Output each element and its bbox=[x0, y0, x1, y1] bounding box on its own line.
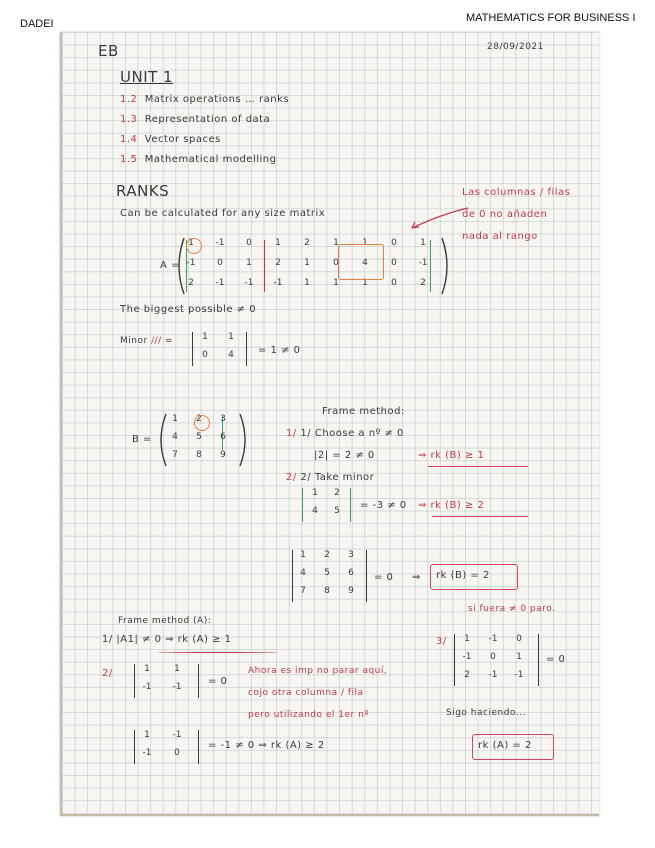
column-marker bbox=[264, 240, 265, 292]
minor-matrix bbox=[192, 330, 248, 368]
matrix-cell: 1 bbox=[362, 238, 368, 248]
det-bar bbox=[538, 634, 539, 686]
matrix-cell: 2 bbox=[464, 670, 470, 680]
a-minor-eq: = -1 ≠ 0 ⇒ rk (A) ≥ 2 bbox=[208, 740, 325, 751]
det-bar bbox=[134, 664, 135, 698]
rk-a-result: rk (A) = 2 bbox=[478, 740, 532, 751]
det-3-result: rk (B) = 2 bbox=[436, 570, 490, 581]
notebook-page bbox=[60, 32, 599, 816]
det-bar bbox=[134, 730, 135, 764]
initials: EB bbox=[98, 42, 119, 60]
frame-a-title: Frame method (A): bbox=[118, 616, 212, 626]
matrix-cell: 1 bbox=[144, 730, 150, 740]
det-bar bbox=[292, 550, 293, 602]
matrix-cell: -1 bbox=[488, 634, 498, 644]
matrix-cell: 1 bbox=[174, 664, 180, 674]
underline bbox=[428, 466, 528, 467]
biggest-text: The biggest possible ≠ 0 bbox=[120, 304, 257, 315]
matrix-cell: 3 bbox=[348, 550, 354, 560]
matrix-cell: -1 bbox=[488, 670, 498, 680]
matrix-cell: 2 bbox=[420, 278, 426, 288]
implies: ⇒ bbox=[412, 572, 421, 583]
a-note-line: Ahora es imp no parar aquí, bbox=[248, 666, 388, 676]
highlight-box bbox=[338, 244, 384, 280]
matrix-b-label: B = bbox=[132, 434, 152, 445]
matrix-cell: 4 bbox=[228, 350, 234, 360]
det-3x3 bbox=[292, 548, 368, 604]
matrix-cell: -1 bbox=[172, 730, 182, 740]
date: 28/09/2021 bbox=[487, 42, 544, 52]
side-note-line: nada al rango bbox=[462, 231, 538, 242]
matrix-cell: -1 bbox=[142, 748, 152, 758]
matrix-cell: 1 bbox=[333, 238, 339, 248]
matrix-cell: 8 bbox=[196, 450, 202, 460]
matrix-cell: 1 bbox=[516, 652, 522, 662]
matrix-cell: 1 bbox=[333, 278, 339, 288]
step-1-result: ⇒ rk (B) ≥ 1 bbox=[418, 450, 485, 461]
column-marker bbox=[430, 240, 431, 292]
highlight-circle bbox=[186, 238, 202, 254]
a-step-2-minor bbox=[134, 662, 200, 700]
matrix-cell: 9 bbox=[220, 450, 226, 460]
left-paren bbox=[158, 412, 168, 468]
matrix-cell: 1 bbox=[144, 664, 150, 674]
step-2-eq: = -3 ≠ 0 bbox=[360, 500, 407, 511]
matrix-cell: 5 bbox=[196, 432, 202, 442]
matrix-cell: 6 bbox=[348, 568, 354, 578]
topic-item: 1.4 Vector spaces bbox=[120, 134, 221, 145]
matrix-cell: -1 bbox=[273, 278, 283, 288]
unit-title: UNIT 1 bbox=[120, 68, 174, 86]
matrix-cell: 4 bbox=[312, 506, 318, 516]
ranks-title: RANKS bbox=[116, 182, 170, 200]
matrix-cell: 1 bbox=[464, 634, 470, 644]
matrix-cell: 1 bbox=[202, 332, 208, 342]
step-2: 2/ 2/ Take minor bbox=[286, 472, 375, 483]
matrix-cell: -1 bbox=[514, 670, 524, 680]
matrix-cell: 0 bbox=[391, 258, 397, 268]
topic-item: 1.5 Mathematical modelling bbox=[120, 154, 277, 165]
matrix-cell: 2 bbox=[334, 488, 340, 498]
matrix-cell: 1 bbox=[420, 238, 426, 248]
a-step-3-eq: = 0 bbox=[546, 654, 566, 665]
side-note-line: Las columnas / filas bbox=[462, 187, 571, 198]
det-bar bbox=[246, 332, 247, 366]
matrix-cell: 5 bbox=[324, 568, 330, 578]
det-bar bbox=[192, 332, 193, 366]
matrix-cell: 0 bbox=[333, 258, 339, 268]
matrix-cell: 7 bbox=[300, 586, 306, 596]
a-minor bbox=[134, 728, 200, 766]
si-fuera-note: si fuera ≠ 0 paro. bbox=[468, 604, 556, 614]
matrix-cell: 4 bbox=[172, 432, 178, 442]
matrix-cell: 1 bbox=[362, 278, 368, 288]
a-step-3-label: 3/ bbox=[436, 636, 447, 647]
matrix-cell: 2 bbox=[324, 550, 330, 560]
matrix-cell: 1 bbox=[312, 488, 318, 498]
matrix-cell: 5 bbox=[334, 506, 340, 516]
det-bar bbox=[198, 730, 199, 764]
minor-label: Minor /// = bbox=[120, 336, 174, 346]
det-bar bbox=[198, 664, 199, 698]
step-2-result: ⇒ rk (B) ≥ 2 bbox=[418, 500, 485, 511]
matrix-cell: 1 bbox=[188, 238, 194, 248]
matrix-cell: 1 bbox=[275, 238, 281, 248]
matrix-a bbox=[180, 236, 442, 296]
matrix-cell: 1 bbox=[304, 278, 310, 288]
matrix-cell: 0 bbox=[391, 238, 397, 248]
a-step-2-label: 2/ bbox=[102, 668, 113, 679]
minor-result: = 1 ≠ 0 bbox=[258, 345, 301, 356]
ranks-intro: Can be calculated for any size matrix bbox=[120, 208, 326, 219]
side-note-line: de 0 no añaden bbox=[462, 209, 548, 220]
underline bbox=[432, 516, 528, 517]
matrix-a-label: A = bbox=[160, 260, 180, 271]
a-step-2-eq: = 0 bbox=[208, 676, 228, 687]
topic-item: 1.2 Matrix operations … ranks bbox=[120, 94, 290, 105]
matrix-cell: 4 bbox=[300, 568, 306, 578]
right-paren bbox=[440, 236, 450, 296]
a-step-3-det bbox=[454, 632, 540, 688]
sigo-note: Sigo haciendo... bbox=[446, 708, 526, 718]
matrix-cell: 8 bbox=[324, 586, 330, 596]
matrix-cell: 0 bbox=[246, 238, 252, 248]
matrix-cell: -1 bbox=[244, 278, 254, 288]
step-1: 1/ 1/ Choose a nº ≠ 0 bbox=[286, 428, 404, 439]
det-bar bbox=[366, 550, 367, 602]
matrix-cell: 0 bbox=[516, 634, 522, 644]
matrix-cell: 0 bbox=[490, 652, 496, 662]
matrix-cell: 3 bbox=[220, 414, 226, 424]
a-note-line: pero utilizando el 1er nº bbox=[248, 710, 370, 720]
matrix-cell: 0 bbox=[202, 350, 208, 360]
matrix-cell: 7 bbox=[172, 450, 178, 460]
matrix-cell: -1 bbox=[186, 258, 196, 268]
topic-item: 1.3 Representation of data bbox=[120, 114, 271, 125]
matrix-cell: -1 bbox=[462, 652, 472, 662]
matrix-cell: 2 bbox=[275, 258, 281, 268]
frame-title: Frame method: bbox=[322, 406, 405, 417]
matrix-cell: 0 bbox=[391, 278, 397, 288]
highlight-circle bbox=[194, 415, 210, 431]
matrix-cell: 2 bbox=[188, 278, 194, 288]
matrix-cell: 6 bbox=[220, 432, 226, 442]
matrix-cell: -1 bbox=[172, 682, 182, 692]
matrix-cell: 2 bbox=[196, 414, 202, 424]
matrix-cell: 1 bbox=[172, 414, 178, 424]
matrix-cell: 1 bbox=[246, 258, 252, 268]
matrix-cell: -1 bbox=[142, 682, 152, 692]
matrix-cell: 1 bbox=[304, 258, 310, 268]
step-2-minor bbox=[302, 486, 352, 524]
matrix-cell: 9 bbox=[348, 586, 354, 596]
a-note-line: cojo otra columna / fila bbox=[248, 688, 364, 698]
header-left: DADEI bbox=[20, 18, 54, 30]
det-bar bbox=[454, 634, 455, 686]
det-3-eq: = 0 bbox=[374, 572, 394, 583]
det-bar bbox=[350, 488, 351, 522]
matrix-cell: 0 bbox=[217, 258, 223, 268]
step-1-eq: |2| = 2 ≠ 0 bbox=[314, 450, 375, 461]
matrix-cell: -1 bbox=[215, 238, 225, 248]
header-right: MATHEMATICS FOR BUSINESS I bbox=[466, 12, 636, 24]
a-step-1: 1/ |A1| ≠ 0 ⇒ rk (A) ≥ 1 bbox=[102, 634, 232, 645]
right-paren bbox=[238, 412, 248, 468]
matrix-cell: 0 bbox=[174, 748, 180, 758]
det-bar bbox=[302, 488, 303, 522]
matrix-cell: -1 bbox=[215, 278, 225, 288]
matrix-cell: 2 bbox=[304, 238, 310, 248]
underline bbox=[158, 652, 278, 653]
arrow-icon bbox=[402, 204, 472, 234]
matrix-cell: -1 bbox=[418, 258, 428, 268]
matrix-cell: 4 bbox=[362, 258, 368, 268]
matrix-cell: 1 bbox=[300, 550, 306, 560]
matrix-cell: 1 bbox=[228, 332, 234, 342]
